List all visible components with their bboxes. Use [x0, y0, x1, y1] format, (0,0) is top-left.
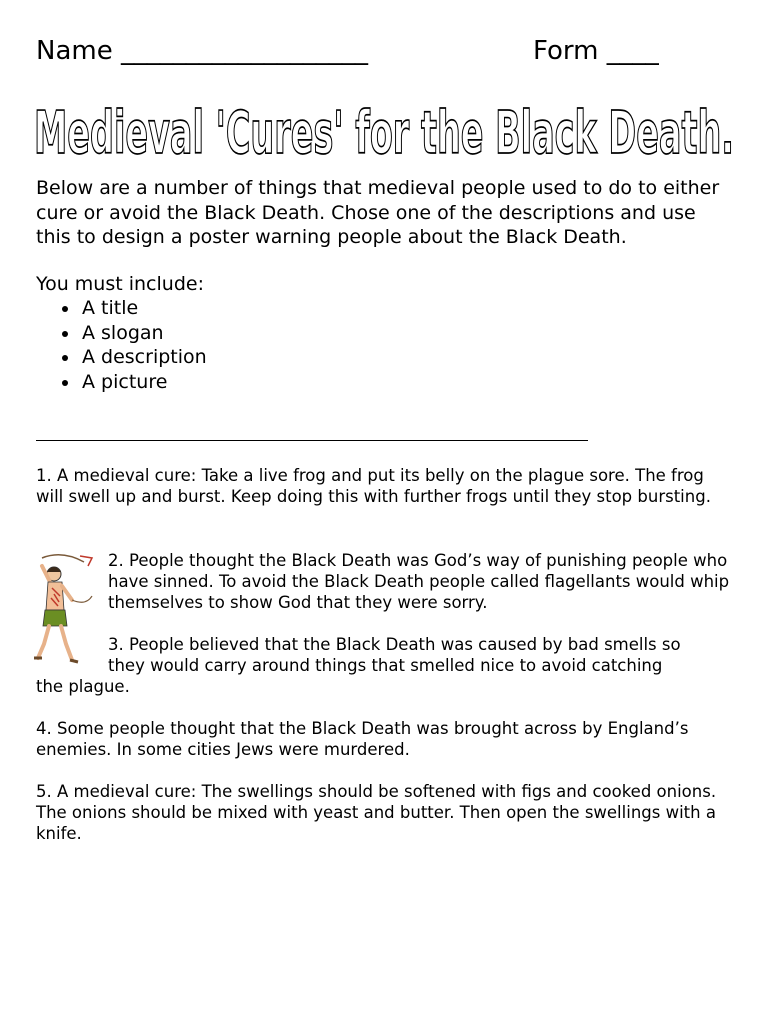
item-3-line-3: the plague.: [36, 677, 130, 696]
list-item: • A description: [80, 345, 736, 370]
divider: [36, 440, 588, 441]
worksheet-title: [34, 92, 744, 172]
item-3-line-2: they would carry around things that smelled nice to avoid catching: [108, 656, 663, 675]
must-include-list: [36, 296, 736, 394]
instructions: [36, 176, 736, 394]
description-item-5: 5. A medieval cure: The swellings should be softened with figs and cooked onions. The onions should be mixed with yeast and butter. Then open the swellings with a knife.: [36, 782, 717, 843]
worksheet-title-text: Medieval 'Cures' for the Black Death.: [34, 98, 734, 168]
description-item-2: 2. People thought the Black Death was God’s way of punishing people who have sinned. To avoid the Black Death people called flagellants would whip themselves to show God that they were sorry.: [108, 551, 730, 612]
name-field-label: Name ___________________: [36, 36, 368, 66]
description-item-3: [36, 634, 736, 697]
item-3-line-1: 3. People believed that the Black Death was caused by bad smells so: [108, 635, 681, 654]
must-include-label: You must include:: [36, 272, 204, 295]
form-field-label: Form ____: [533, 36, 659, 66]
description-item-1: 1. A medieval cure: Take a live frog and put its belly on the plague sore. The frog will swell up and burst. Keep doing this with further frogs until they stop bursting.: [36, 466, 711, 506]
header-line: [36, 36, 732, 72]
description-item-4: 4. Some people thought that the Black Death was brought across by England’s enemies. In some cities Jews were murdered.: [36, 719, 689, 759]
intro-paragraph: Below are a number of things that medieval people used to do to either cure or avoid the Black Death. Chose one of the descriptions and use this to design a poster warning people about the Black Death.: [36, 177, 720, 248]
list-item: • A title: [80, 296, 736, 321]
list-item: • A picture: [80, 370, 736, 395]
list-item: • A slogan: [80, 321, 736, 346]
